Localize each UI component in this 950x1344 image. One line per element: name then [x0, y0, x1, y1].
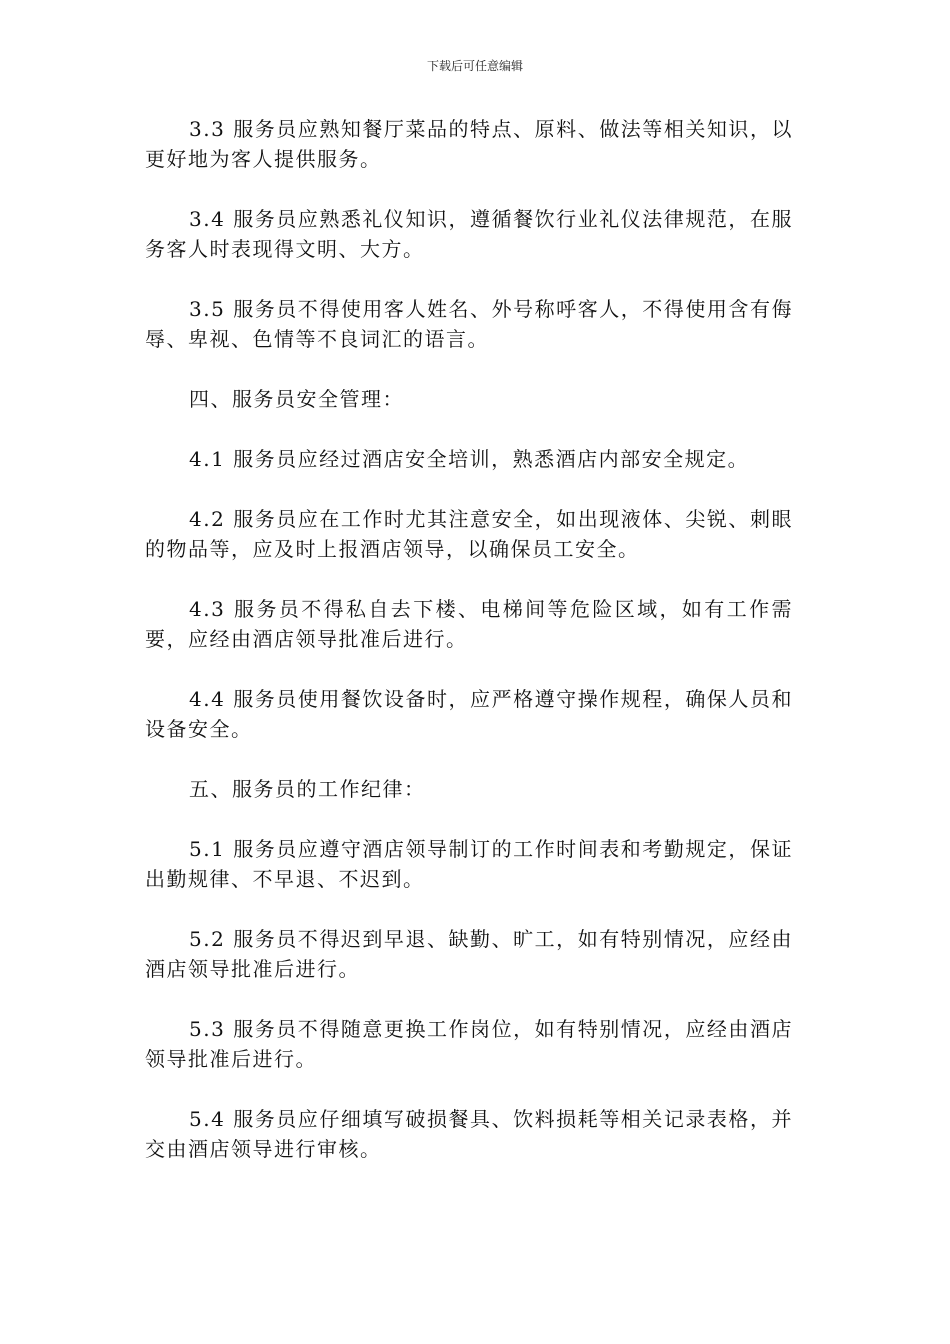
- section-heading-safety: 四、服务员安全管理：: [189, 387, 404, 411]
- paragraph-5-2: 5.2 服务员不得迟到早退、缺勤、旷工，如有特别情况，应经由酒店领导批准后进行。: [145, 927, 793, 981]
- paragraph-5-1: 5.1 服务员应遵守酒店领导制订的工作时间表和考勤规定，保证出勤规律、不早退、不迟到。: [145, 837, 793, 891]
- paragraph-3-5: 3.5 服务员不得使用客人姓名、外号称呼客人，不得使用含有侮辱、卑视、色情等不良词汇的语言。: [145, 297, 793, 351]
- paragraph-4-1: 4.1 服务员应经过酒店安全培训，熟悉酒店内部安全规定。: [189, 447, 750, 471]
- paragraph-5-3: 5.3 服务员不得随意更换工作岗位，如有特别情况，应经由酒店领导批准后进行。: [145, 1017, 793, 1071]
- paragraph-3-3: 3.3 服务员应熟知餐厅菜品的特点、原料、做法等相关知识，以更好地为客人提供服务。: [145, 117, 793, 171]
- paragraph-4-4: 4.4 服务员使用餐饮设备时，应严格遵守操作规程，确保人员和设备安全。: [145, 687, 793, 741]
- paragraph-4-3: 4.3 服务员不得私自去下楼、电梯间等危险区域，如有工作需要，应经由酒店领导批准后进行。: [145, 597, 793, 651]
- paragraph-5-4: 5.4 服务员应仔细填写破损餐具、饮料损耗等相关记录表格，并交由酒店领导进行审核。: [145, 1107, 793, 1161]
- page-header-note: 下载后可任意编辑: [426, 59, 523, 73]
- document-body: [145, 114, 793, 1194]
- paragraph-3-4: 3.4 服务员应熟悉礼仪知识，遵循餐饮行业礼仪法律规范，在服务客人时表现得文明、大方。: [145, 207, 793, 261]
- paragraph-4-2: 4.2 服务员应在工作时尤其注意安全，如出现液体、尖锐、刺眼的物品等，应及时上报酒店领导，以确保员工安全。: [145, 507, 793, 561]
- section-heading-discipline: 五、服务员的工作纪律：: [189, 777, 426, 801]
